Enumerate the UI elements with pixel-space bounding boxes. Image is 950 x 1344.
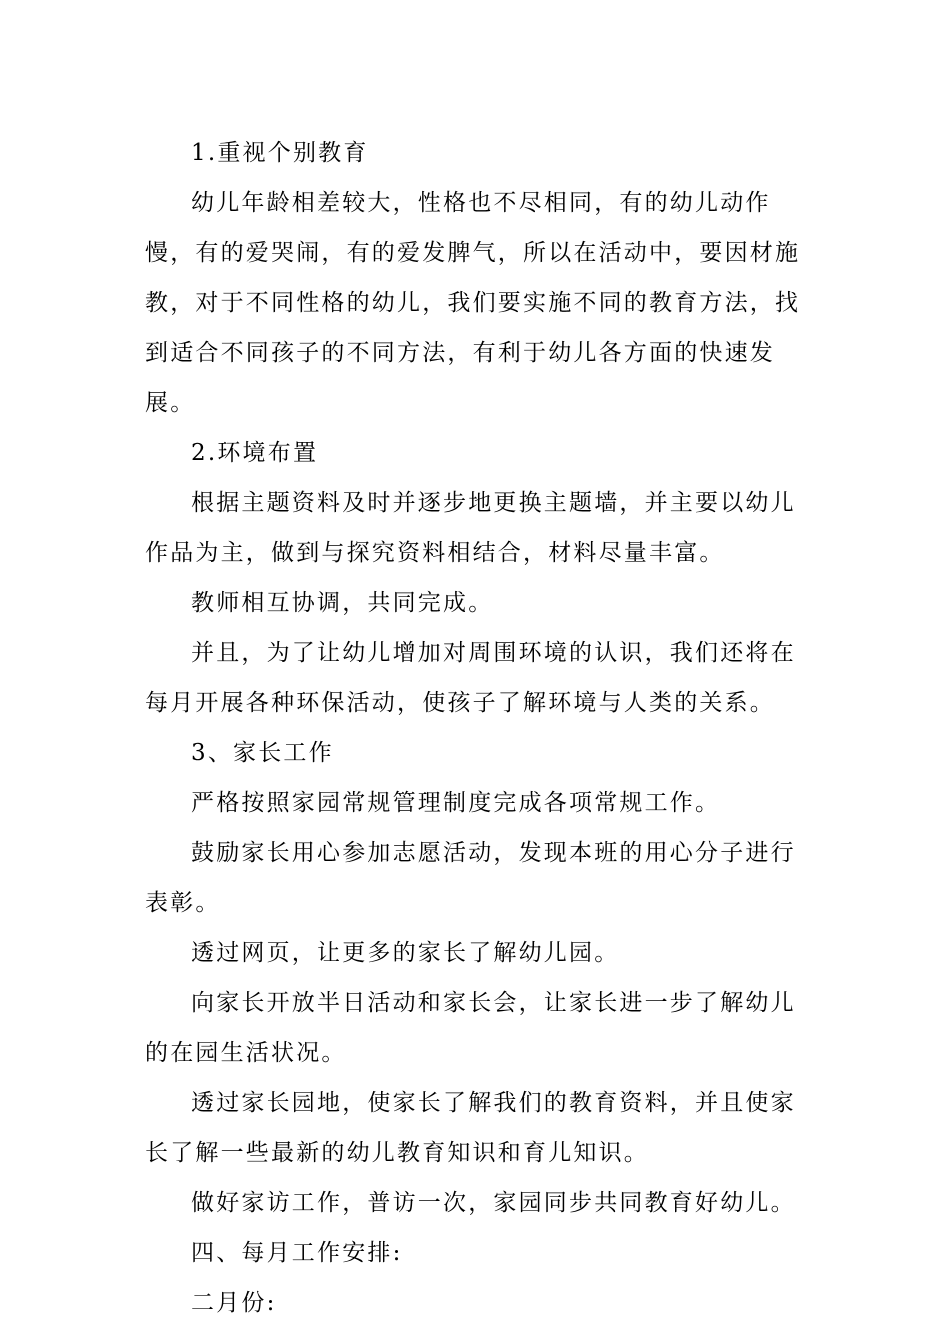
- paragraph-routine-management: 严格按照家园常规管理制度完成各项常规工作。: [191, 790, 721, 816]
- subheading-february: 二月份:: [191, 1290, 277, 1316]
- document-body: [145, 128, 810, 1328]
- section-heading-environment: 2.环境布置: [191, 440, 319, 466]
- paragraph-home-visits: 做好家访工作，普访一次，家园同步共同教育好幼儿。: [191, 1190, 796, 1216]
- section-heading-monthly-plan: 四、每月工作安排:: [191, 1240, 403, 1266]
- paragraph-individual-education: 幼儿年龄相差较大，性格也不尽相同，有的幼儿动作慢，有的爱哭闹，有的爱发脾气，所以在活动中，要因材施教，对于不同性格的幼儿，我们要实施不同的教育方法，找到适合不同孩子的不同方法，有利于幼儿各方面的快速发展。: [145, 190, 801, 416]
- section-heading-individual-education: 1.重视个别教育: [191, 140, 369, 166]
- paragraph-volunteer-activities: 鼓励家长用心参加志愿活动，发现本班的用心分子进行表彰。: [145, 840, 796, 916]
- paragraph-theme-wall: 根据主题资料及时并逐步地更换主题墙，并主要以幼儿作品为主，做到与探究资料相结合，材料尽量丰富。: [145, 490, 796, 566]
- section-heading-parent-work: 3、家长工作: [191, 740, 334, 766]
- paragraph-teacher-coordination: 教师相互协调，共同完成。: [191, 590, 494, 616]
- paragraph-environmental-activities: 并且，为了让幼儿增加对周围环境的认识，我们还将在每月开展各种环保活动，使孩子了解环境与人类的关系。: [145, 640, 796, 716]
- paragraph-parent-garden: 透过家长园地，使家长了解我们的教育资料，并且使家长了解一些最新的幼儿教育知识和育儿知识。: [145, 1090, 796, 1166]
- paragraph-open-day: 向家长开放半日活动和家长会，让家长进一步了解幼儿的在园生活状况。: [145, 990, 796, 1066]
- paragraph-web-pages: 透过网页，让更多的家长了解幼儿园。: [191, 940, 620, 966]
